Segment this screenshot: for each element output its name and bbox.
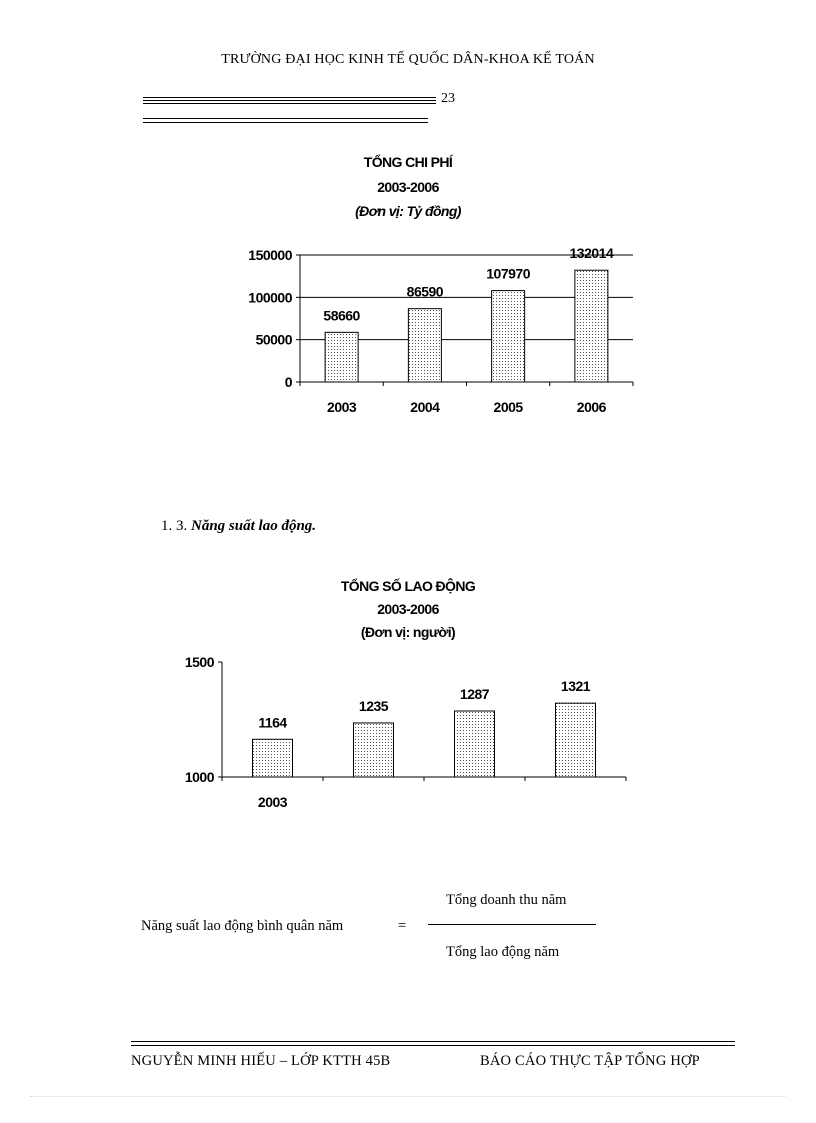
chart2-data-label: 1287 [459,685,490,702]
chart1-y-tick-label: 100000 [248,289,292,306]
section-number: 1. 3. [161,518,188,534]
chart1-subtitle: 2003-2006 [377,179,439,195]
chart1-data-label: 132014 [569,245,614,262]
chart2-y-tick-label: 1000 [184,769,214,785]
chart2-bar [556,703,596,777]
page-number: 23 [441,91,455,106]
formula-denominator: Tổng lao động năm [446,944,560,960]
footer-author: NGUYỄN MINH HIẾU – LỚP KTTH 45B [131,1053,391,1069]
chart1-unit: (Đơn vị: Tỷ đồng) [355,203,461,219]
chart1-x-tick-label: 2004 [410,399,440,415]
chart1-x-tick-label: 2005 [493,399,523,415]
chart1-bar [325,332,358,382]
chart2-bar [455,711,495,777]
chart1-y-tick-label: 0 [284,374,292,390]
page-header: TRƯỜNG ĐẠI HỌC KINH TẾ QUỐC DÂN-KHOA KẾ TOÁN [221,52,595,67]
section-title: Năng suất lao động. [191,518,317,534]
chart1-data-label: 86590 [406,283,444,300]
chart2-data-label: 1235 [358,697,389,714]
page-edge-dots [30,1096,786,1097]
formula-numerator: Tổng doanh thu năm [446,892,567,908]
footer-report-title: BÁO CÁO THỰC TẬP TỔNG HỢP [480,1053,700,1069]
chart1-y-tick-label: 50000 [255,331,292,348]
chart1-title: TỔNG CHI PHÍ [363,154,453,170]
chart2-title: TỔNG SỐ LAO ĐỘNG [340,578,476,594]
formula-equals: = [398,918,407,934]
formula-fraction-bar [428,924,596,925]
chart1-data-label: 58660 [323,307,360,324]
formula-left: Năng suất lao động bình quân năm [141,918,344,934]
footer-rule-1 [131,1041,735,1042]
chart2-bar [253,739,293,777]
chart2-data-label: 1321 [560,678,591,695]
chart2-bar [354,723,394,777]
chart1-y-tick-label: 150000 [248,247,292,263]
chart2-y-tick-label: 1500 [184,654,214,670]
chart2-unit: (Đơn vị: người) [360,624,456,640]
chart2-x-tick-label: 2003 [257,794,288,810]
chart1-bar [408,309,441,382]
chart1-data-label: 107970 [486,265,530,282]
chart2-subtitle: 2003-2006 [377,601,439,617]
chart1-bar [575,270,608,382]
chart1-x-tick-label: 2006 [576,399,606,415]
footer-rule-2 [131,1045,735,1046]
chart1-x-tick-label: 2003 [327,399,357,415]
chart1-bar [492,291,525,382]
chart2-data-label: 1164 [258,714,287,731]
section-heading [161,518,316,535]
